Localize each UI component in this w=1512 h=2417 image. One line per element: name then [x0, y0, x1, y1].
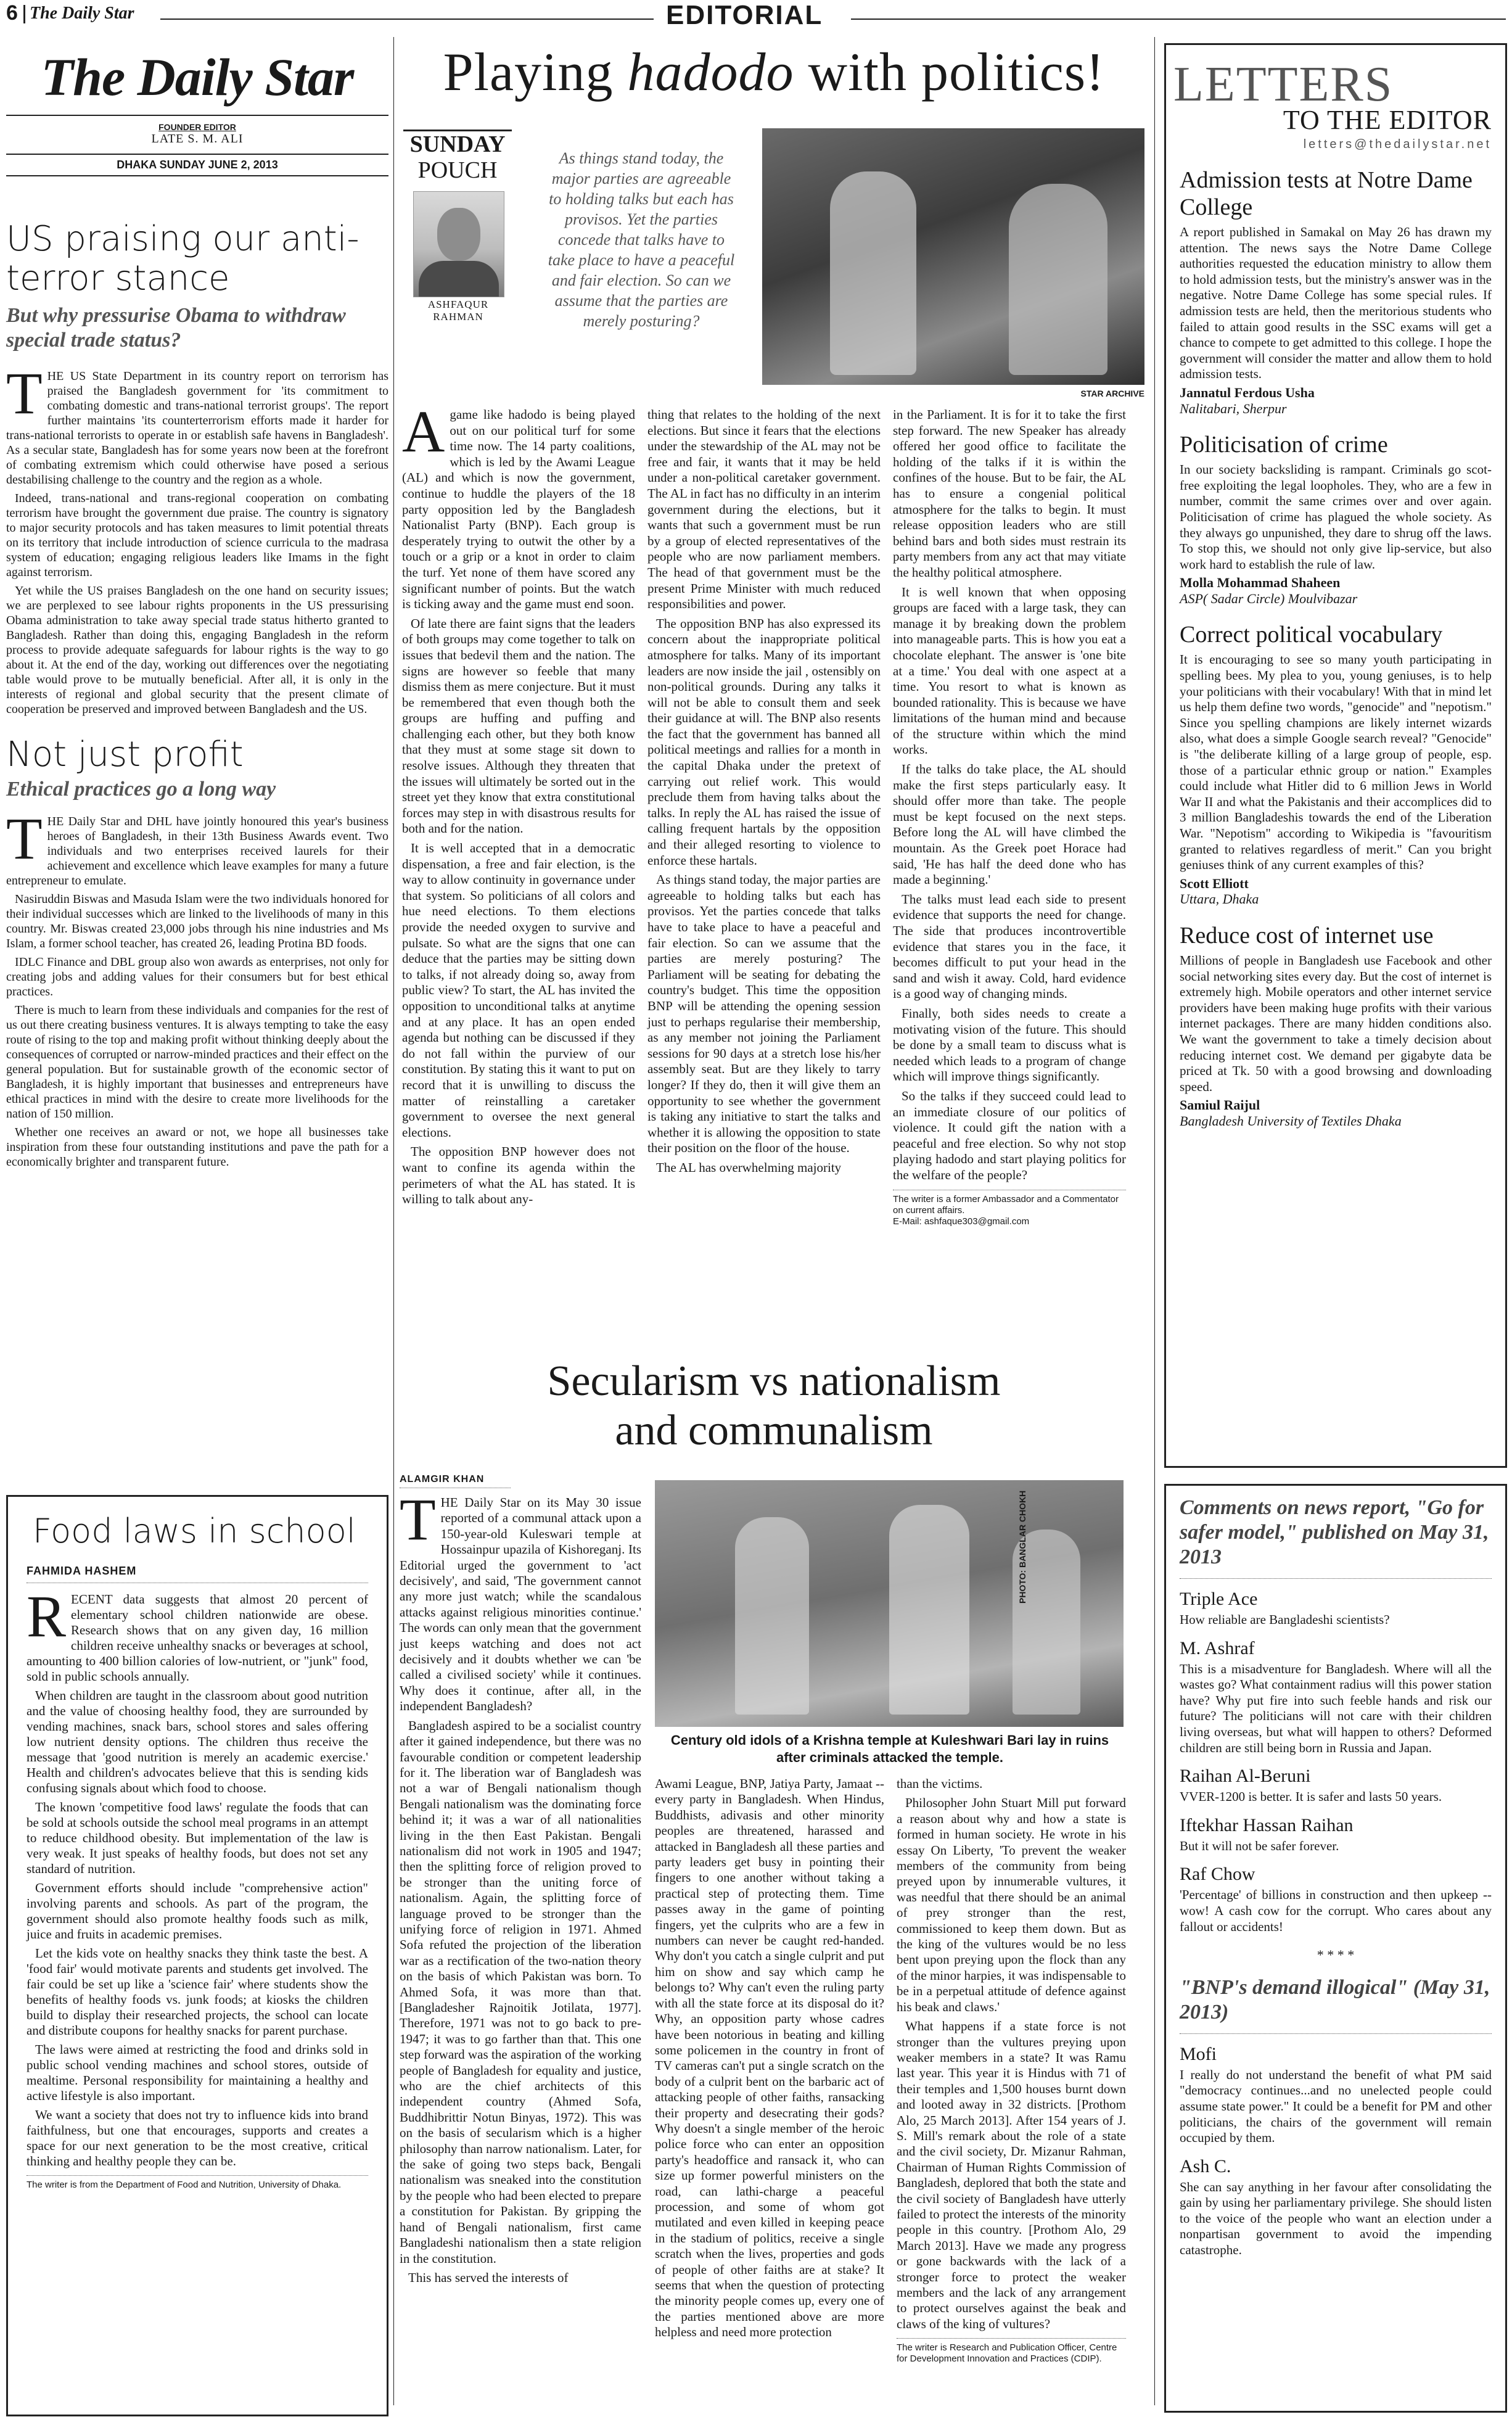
header-rule-right: [851, 19, 1506, 20]
hadodo-col-2: [647, 407, 881, 1180]
letter-author: Jannatul Ferdous Usha: [1180, 384, 1315, 400]
secularism-footnote: The writer is Research and Publication Officer, Centre for Development Innovation and Practices (CDIP).: [897, 2338, 1126, 2365]
paragraph: IDLC Finance and DBL group also won awards as enterprises, not only for creating jobs and adding values for their consumers but for best ethical practices.: [6, 955, 388, 999]
paragraph: Yet while the US praises Bangladesh on the one hand on security issues; we are perplexed to see labour rights proponents in the US pressurising Obama administration to take away special trade status hitherto granted to Bangladesh. Rather than doing this, engaging Bangladesh in the reform process to provide adequate safeguards for labour rights is the way to go about it. At the end of the day, working out differences over the negotiating table would prove to be mutually beneficial. After all, it is only in the interests of regional and global security that the present climate of cooperation be preserved and improved between Bangladesh and the US.: [6, 584, 388, 716]
column-label-line-2: POUCH: [417, 157, 498, 183]
editorial-not-just-profit-subtitle: Ethical practices go a long way: [6, 778, 276, 801]
letter-item: [1180, 167, 1492, 416]
secularism-byline: ALAMGIR KHAN: [400, 1474, 511, 1488]
founder-name: LATE S. M. ALI: [151, 132, 244, 146]
paragraph: It is well accepted that in a democratic dispensation, a free and fair election, is the way to allow continuity in governance under that system. So politicians of all colors and hue need elections. To them elections provide the needed oxygen to survive and pulsate. So what are the signs that one can deduce that the parties may be sitting down to talks, if not already doing so, away from public view? To start, the AL has invited the opposition to unconditional talks at anytime and at any place. It has an open ended agenda but nothing can be discussed if they do not fall within the purview of our constitution. By stating this it want to put on record that it is unwilling to discuss the matter of reinstalling a caretaker government to oversee the next general elections.: [402, 841, 635, 1140]
paragraph: The talks must lead each side to present evidence that supports the need for change. The side that produces incontrovertible evidence that stares you in the face, it becomes difficult to put your head in the sand and wish it away. Cold, hard evidence is a good way of changing minds.: [893, 891, 1126, 1002]
hadodo-headline-part: Playing: [443, 43, 628, 102]
paragraph: The opposition BNP has also expressed its concern about the inappropriate political atmosphere for talks. Many of its important leaders are now inside the jail , ostensibly on non-political grounds. During any talks it will not be able to consult them and seek their guidance at will. The BNP also resents the fact that the government has banned all political meetings and rallies for a month in the capital Dhaka under the pretext of carrying out relief work. This would preclude them from having talks about the talks. In reply the AL has raised the issue of calling frequent hartals by the opposition and their alleged resorting to violence to enforce these hartals.: [647, 616, 881, 868]
food-laws-title: Food laws in school: [33, 1512, 356, 1550]
comment-author: Mofi: [1180, 2043, 1217, 2064]
dateline: DHAKA SUNDAY JUNE 2, 2013: [6, 154, 388, 176]
letters-list: [1180, 167, 1492, 1129]
page-number: 6: [6, 1, 18, 25]
column-rule: [1154, 37, 1155, 2405]
editorial-not-just-profit-title: Not just profit: [6, 735, 244, 775]
paragraph: There is much to learn from these individuals and companies for the rest of us out there creating business ventures. It is always tempting to take the easy route of rising to the top and making profit without thinking deeply about the consequences of corrupted or narrow-minded practices and their effect on the general population. But for sustainable growth of the economic sector of Bangladesh, it is highly important that businesses and entrepreneurs have ethical practices in mind with the desire to create more livelihoods for the nation of 150 million.: [6, 1003, 388, 1121]
letters-subtitle: TO THE EDITOR: [1283, 105, 1492, 135]
author-photo-face: [437, 208, 480, 261]
comments-separator: * * * *: [1317, 1947, 1355, 1963]
header-rule-left: [160, 19, 654, 20]
paragraph: Finally, both sides needs to create a motivating vision of the future. This should be done by a small team to discuss what is needed which leads to a program of change which will improve things significantly.: [893, 1005, 1126, 1084]
letter-author: Molla Mohammad Shaheen: [1180, 575, 1341, 591]
paragraph: THE US State Department in its country report on terrorism has praised the Bangladesh government for 'its commitment to combating domestic and trans-national terrorist groups'. The report further maintains 'its counterterrorism efforts made it harder for trans-national terrorists to operate in or establish safe havens in Bangladesh'. As a secular state, Bangladesh has for some years now been at the forefront of combating extremism which could otherwise have posed a serious destabilising challenge to the country and the region as a whole.: [6, 360, 388, 487]
paragraph: It is well known that when opposing groups are faced with a large task, they can manage it by breaking down the problem into manageable parts. This is how you eat a chocolate elephant. The answer is 'one bite at a time.' You deal with one aspect at a time. You resort to what is known as bounded rationality. This is because we have limitations of the human mind and because of the structure within which the mind works.: [893, 584, 1126, 757]
paragraph: THE Daily Star and DHL have jointly honoured this year's business heroes of Bangladesh, in their 13th Business Awards event. Two individuals and two enterprises received laurels for their achievement and excellence which leave examples for many a future entrepreneur to emulate.: [6, 805, 388, 887]
letter-heading: Reduce cost of internet use: [1180, 922, 1434, 949]
hadodo-footnote: [893, 1190, 1126, 1227]
letter-heading: Correct political vocabulary: [1180, 622, 1443, 648]
letter-item: [1180, 431, 1492, 606]
letter-heading: Admission tests at Notre Dame College: [1180, 167, 1473, 220]
hadodo-headline-italic: hadodo: [627, 43, 794, 102]
pull-quote: As things stand today, the major parties are agreeable to holding talks but each has provisos. Yet the parties concede that talks have to take place to have a peaceful and fair election. So can we assume that the parties are merely posturing?: [548, 149, 735, 330]
column-label-line-1: SUNDAY: [409, 131, 506, 157]
letter-location: Nalitabari, Sherpur: [1180, 400, 1287, 416]
hadodo-col-3: [893, 407, 1126, 1227]
photo-credit: STAR ARCHIVE: [1080, 389, 1144, 398]
author-photo-shoulders: [419, 261, 499, 297]
paragraph: Government efforts should include "comprehensive action" involving parents and schools. As part of the program, the government should also promote healthy foods such as milk, juice and fruits in academic premises.: [27, 1880, 368, 1941]
masthead-logo: The Daily Star: [6, 43, 388, 116]
paragraph: Awami League, BNP, Jatiya Party, Jamaat -- every party in Bangladesh. When Hindus, Buddhists, adivasis and other minority peoples are threatened, harassed and attacked in Bangladesh all these parties and party leaders get busy in pointing their fingers to one another without taking a practical step of protecting them. Time passes away in the game of pointing fingers, yet the culprits who are a few in numbers can never be caught red-handed. Why don't you catch a single culprit and put him on show and say which camp he belongs to? Why can't even the ruling party with all the state force at its disposal do it? Why, an opposition party whose cadres have been notorious in beating and killing some policemen in the country in front of TV cameras can't put a single scratch on the body of a culprit bent on the barbaric act of attacking people of other faiths, ransacking their property and desecrating their gods? Why doesn't a single member of the heroic police force who can enter an opposition party's headoffice and ransack it, who can size up former powerful ministers on the road, can lathi-charge a peaceful procession, and some of whom got mutilated and even killed in keeping peace in the stadium of politics, receive a single scratch when the lives, properties and gods of people of other faiths are at stake? It seems that when the question of protecting the minority people comes up, every one of the parties mentioned above are more helpless and need more protection: [655, 1776, 884, 2340]
comment-text: VVER-1200 is better. It is safer and lasts 50 years.: [1180, 1789, 1442, 1805]
secularism-col-3: [897, 1776, 1126, 2365]
paragraph: If the talks do take place, the AL should make the first steps particularly easy. It should offer more than take. The people must be kept focused on the next steps. Before long the AL will have climbed the mountain. As the Greek poet Horace had said, 'He has half the deed done who has made a beginning.': [893, 762, 1126, 887]
comments-rule: [1180, 2033, 1492, 2034]
photo-figure: [1009, 184, 1107, 375]
comment-item: [1180, 1589, 1492, 1628]
editorial-anti-terror: [6, 220, 388, 717]
comment-author: M. Ashraf: [1180, 1637, 1255, 1658]
hadodo-headline-part: with politics!: [794, 43, 1105, 102]
comment-item: [1180, 1864, 1492, 1935]
secularism-photo-credit: PHOTO: BANGLAR CHOKH: [1017, 1490, 1027, 1604]
paragraph: Indeed, trans-national and trans-regional cooperation on combating terrorism have brought the government due praise. The country is signatory to major security protocols and has taken measures to limit potential threats on its territory that include introduction of science curricula to the madrasa system of education; engaging religious leaders like Imams in the fight against terrorism.: [6, 492, 388, 579]
header-divider: [23, 5, 25, 23]
paragraph: We want a society that does not try to influence kids into brand faithfulness, but one that encourages, supports and creates a space for our next generation to be the most creative, critical thinking and healthy people they can be.: [27, 2107, 368, 2168]
paragraph: This has served the interests of: [408, 2270, 569, 2285]
comment-author: Iftekhar Hassan Raihan: [1180, 1814, 1354, 1835]
paragraph: Let the kids vote on healthy snacks they think taste the best. A 'food fair' would motivate parents and students get involved. The fair could be set up like a 'science fair' where students show the benefits of healthy foods vs. junk foods; at kiosks the children build to display their researched projects, the school can locate and distribute coupons for healthy snacks for parent purchase.: [27, 1946, 368, 2038]
letter-heading: Politicisation of crime: [1180, 432, 1388, 458]
comment-text: This is a misadventure for Bangladesh. Where will all the wastes go? What containment radius will this power station have? Why put fire into such feeble hands and risk our future? The politicians will not care with their children living overseas, but what will happen to others? Deformed children are still being born in Russia and Japan.: [1180, 1661, 1492, 1755]
comments-intro: Comments on news report, "Go for safer model," published on May 31, 2013: [1180, 1496, 1489, 1568]
comment-text: But it will not be safer forever.: [1180, 1838, 1339, 1853]
food-laws-byline: FAHMIDA HASHEM: [27, 1565, 368, 1583]
secularism-col-2: [655, 1776, 884, 2344]
hadodo-footnote-text: The writer is a former Ambassador and a Commentator on current affairs.: [893, 1193, 1119, 1216]
comment-text: 'Percentage' of billions in construction and then upkeep -- wow! A cash cow for the corrupt. Who cares about any fallout or accidents!: [1180, 1887, 1492, 1934]
letter-location: Bangladesh University of Textiles Dhaka: [1180, 1113, 1402, 1129]
editorial-anti-terror-title: US praising our anti-terror stance: [6, 219, 360, 299]
author-photo: [413, 191, 504, 297]
paragraph: in the Parliament. It is for it to take the first step forward. The new Speaker has already offered her good office to facilitate the holding of the talks if it is within the confines of the house. But to be fair, the AL has to ensure a congenial political atmosphere for the talks to begin. It must release opposition leaders who are still behind bars and both sides must restrain its party members from any act that may vitiate the healthy political atmosphere.: [893, 407, 1126, 580]
letter-author: Samiul Raijul: [1180, 1097, 1260, 1113]
author-name: ASHFAQUR RAHMAN: [427, 299, 489, 323]
comment-author: Raf Chow: [1180, 1864, 1255, 1885]
hadodo-col-1: [402, 398, 635, 1211]
secularism-headline-line-1: Secularism vs nationalism: [547, 1357, 1001, 1405]
hadodo-article: [400, 37, 1148, 1354]
paragraph: What happens if a state force is not stronger than the vultures preying upon weaker members in a state? It was Ramu last year. This year it is Hindus with 71 of their temples and 1,500 houses burnt down and looted away in 32 districts. [Prothom Alo, 25 March 2013]. After 154 years of J. S. Mill's remark about the role of a state and the civil society, Dr. Mizanur Rahman, Chairman of Human Rights Commission of Bangladesh, deplored that both the state and the civil society of Bangladesh have utterly failed to protect the interests of the minority people in this country. [Prothom Alo, 29 March 2013]. Have we made any progress or gone backwards with the lack of a stronger force to protect the weaker members and the lack of any arrangement to protect ourselves against the beak and claws of the king of vultures?: [897, 2019, 1126, 2331]
comment-item: [1180, 2044, 1492, 2146]
page-header: [0, 0, 1512, 30]
letter-location: ASP( Sadar Circle) Moulvibazar: [1180, 590, 1358, 606]
letters-email: letters@thedailystar.net: [1303, 138, 1492, 151]
paragraph: Nasiruddin Biswas and Masuda Islam were the two individuals honored for their individual successes which are linked to the livelihoods of many in this country. Mr. Biswas created 23,000 jobs through his nine industries and Ms Islam, a former school teacher, has created 26, leading Protina BD foods.: [6, 892, 388, 950]
comments-box: [1164, 1484, 1507, 2413]
paragraph: RECENT data suggests that almost 20 percent of elementary school children nationwide are obese. Research shows that on any given day, 16 million children receive unhealthy snacks or beverages at school, amounting to 400 billion calories of low-nutrient, or "junk" food, sold in public schools annually.: [27, 1583, 368, 1684]
secularism-headline-line-2: and communalism: [615, 1407, 933, 1454]
letter-body: A report published in Samakal on May 26 has drawn my attention. The news says the Notre Dame College authorities requested the education ministry to allow them to hold admission tests, but the ministry's answer was in the negative. Notre Dame College has some special rules. If admission tests are held, then the meritorious students who failed to attain good results in the SSC exams will get a chance to compete to get admitted to this college. I hope the government will consider the matter and allow them to hold admission tests.: [1180, 224, 1492, 382]
comment-author: Raihan Al-Beruni: [1180, 1766, 1311, 1787]
photo-idol: [889, 1505, 969, 1715]
comment-author: Triple Ace: [1180, 1589, 1258, 1609]
column-label: [403, 130, 512, 183]
founder-label: FOUNDER EDITOR: [158, 122, 236, 132]
hadodo-email: E-Mail: ashfaque303@gmail.com: [893, 1216, 1030, 1227]
paragraph: The opposition BNP however does not want to confine its agenda within the perimeters of what the AL has stated. It is willing to talk about any-: [402, 1144, 635, 1207]
comment-item: [1180, 2156, 1492, 2258]
section-title: EDITORIAL: [666, 0, 823, 30]
letter-location: Uttara, Dhaka: [1180, 891, 1259, 907]
food-laws-article: [6, 1495, 388, 2416]
paragraph: Whether one receives an award or not, we hope all businesses take inspiration from these four outstanding institutions and pave the path for a economically brighter and transparent future.: [6, 1126, 388, 1169]
secularism-col-1: [400, 1486, 641, 2289]
secularism-headline: [400, 1357, 1148, 1456]
comments-list: [1180, 1496, 1492, 2258]
paragraph: THE Daily Star on its May 30 issue reported of a communal attack upon a 150-year-old Kuleswari temple at Hossainpur upazila of Kishoreganj. Its Editorial urged the government to 'act decisively', and said, 'The government cannot any more just watch; while the scandalous attacks against religious minorities continue.' The words can only mean that the government just keeps watching and does not act decisively and it doubts whether we can 'be called a civilised society' while it continues. Why does it continue, after all, in the independent Bangladesh?: [400, 1486, 641, 1714]
paragraph: The AL has overwhelming majority: [656, 1159, 842, 1175]
column-rule: [393, 37, 394, 2405]
paragraph: Of late there are faint signs that the leaders of both groups may come together to talk on issues that bedevil them and the nation. The signs are however so feeble that many dismiss them as mere conjecture. But it must be remembered that even though both the groups are huffing and puffing and challenging each other, but they both know that they must at some stage sit down to resolve issues. Although they threaten that the issues will ultimately be sorted out in the street yet they know that extra constitutional forces may step in with disastrous results for both and for the nation.: [402, 616, 635, 836]
comment-item: [1180, 1766, 1492, 1805]
comment-item: [1180, 1815, 1492, 1855]
editorial-anti-terror-subtitle: But why pressurise Obama to withdraw special trade status?: [6, 304, 346, 352]
paragraph: The laws were aimed at restricting the food and drinks sold in public school vending machines and school stores, outside of mealtime. Personal responsibility for maintaining a healthy and active lifestyle is also important.: [27, 2042, 368, 2103]
comment-author: Ash C.: [1180, 2156, 1231, 2176]
paragraph: Bangladesh aspired to be a socialist country after it gained independence, but there was no favourable condition or competent leadership for it. The liberation war of Bangladesh was not a war of Bengali nationalism though Bengali nationalism was the dominating force behind it; it was a war of all nationalities living in the then East Pakistan. Bengali nationalism did not work in 1905 and 1947; then the splitting force of religion proved to be stronger than the uniting force of nationalism. Again, the splitting force of language proved to be stronger than the unifying force of religion in 1971. Ahmed Sofa refuted the projection of the liberation war as a rectification of the two-nation theory on the basis of which Pakistan was born. To Ahmed Sofa, it was more than that. [Bangladesher Rajnoitik Jotilata, 1977]. Therefore, 1971 was not to go back to pre-1947; it was to go farther than that. This one step forward was the aspiration of the working people of Bangladesh for equality and justice, who are the chief architects of this independent country (Ahmed Sofa, Buddhibrittir Notun Binyas, 1972). This was on the basis of secularism which is a higher philosophy than narrow nationalism. Later, for the sake of going two steps back, Bengali nationalism was sneaked into the constitution by the people who had been elected to prepare a constitution for Pakistan. By gripping the hand of Bengali nationalism, first came Bangladeshi nationalism then a state religion in the constitution.: [400, 1718, 641, 2266]
letters-title: LETTERS: [1173, 57, 1394, 112]
paragraph: So the talks if they succeed could lead to an immediate closure of our politics of violence. It could gift the nation with a peaceful and free election. So why not stop playing hadodo and start playing politics for the welfare of the people?: [893, 1088, 1126, 1182]
letter-body: In our society backsliding is rampant. Criminals go scot-free exploiting the legal loopholes. They, who are a few in number, commit the same crimes over and over again. Politicisation of crime has plagued the whole society. As they always go unpunished, they dare to shrug off the laws. To stop this, we should not only give lip-service, but also work hard to establish the rule of law.: [1180, 462, 1492, 572]
header-paper-name: The Daily Star: [30, 4, 134, 23]
paragraph: Philosopher John Stuart Mill put forward a reason about why and how a state is formed in human society. He wrote in his essay On Liberty, 'To prevent the weaker members of the community from being preyed upon by innumerable vultures, it was needful that there should be an animal of prey stronger than the rest, commissioned to keep them down. But as the king of the vultures would be no less bent upon preying upon the flock than any of the minor harpies, it was indispensable to be in a perpetual attitude of defence against his beak and claws.': [897, 1795, 1126, 2014]
comment-item: [1180, 1638, 1492, 1756]
food-laws-footnote: The writer is from the Department of Food and Nutrition, University of Dhaka.: [27, 2175, 368, 2190]
letter-item: [1180, 922, 1492, 1129]
hadodo-photo: [762, 128, 1144, 385]
editorial-anti-terror-body: [6, 360, 388, 717]
editorial-not-just-profit-body: [6, 805, 388, 1169]
photo-idol: [735, 1517, 809, 1715]
paragraph: The known 'competitive food laws' regulate the foods that can be sold at schools outside the school meal programs in an attempt to reduce childhood obesity. But implementation of the law is very weak. It just speaks of healthy foods, but does not set any standard of nutrition.: [27, 1800, 368, 1876]
letter-item: [1180, 621, 1492, 907]
comments-intro-2: "BNP's demand illogical" (May 31, 2013): [1180, 1975, 1490, 2024]
secularism-photo: [655, 1480, 1124, 1727]
food-laws-body: [27, 1583, 368, 2169]
hadodo-headline: [400, 42, 1148, 104]
paragraph: When children are taught in the classroom about good nutrition and the value of choosing healthy food, they are surrounded by vending machines, snack bars, school stores and sales offering low nutrient density options. The children thus receive the message that 'good nutrition is merely an academic exercise.' Health and children's advocates believe that this is sending kids confusing signals about which food to choose.: [27, 1688, 368, 1795]
letter-body: Millions of people in Bangladesh use Facebook and other social networking sites every day. But the cost of internet is extremely high. Mobile operators and other internet service providers have been making huge profits with their various internet packages. There are many hidden conditions also. We want the government to take a timely decision about reducing internet cost. We demand per gigabyte data be priced at Tk. 50 with a good browsing and downloading speed.: [1180, 952, 1492, 1094]
secularism-article: [400, 1357, 1148, 2409]
paragraph: than the victims.: [897, 1776, 983, 1791]
paragraph: thing that relates to the holding of the next elections. But since it fears that the elections under the stewardship of the AL may not be free and fair, it wants that it may be held under a non-political caretaker government. The AL in fact has no difficulty in an interim government during the elections, but it wants that such a government must be run by a group of elected representatives of the people who are now parliament members. The head of that government must be the present Prime Minister with much reduced responsibilities and power.: [647, 407, 881, 612]
comment-text: How reliable are Bangladeshi scientists?: [1180, 1612, 1390, 1627]
paragraph: As things stand today, the major parties are agreeable to holding talks but each has provisos. Yet the parties concede that talks have to take place to have a peaceful and fair election. So can we assume that the parties are merely posturing? The Parliament will be seating for debating the country's budget. This time the opposition BNP will be attending the opening session just to perhaps regularise their membership, as any member not joining the Parliament sessions for 90 days at a stretch lose his/her assembly seat. But are they likely to tarry longer? If they do, then it will give them an opportunity to see whether the government is taking any initiative to start the talks and whether it is allowing the opposition to state their position on the floor of the house.: [647, 872, 881, 1156]
left-column: [6, 43, 388, 1173]
paragraph: Agame like hadodo is being played out on our political turf for some time now. The 14 party coalitions, which is led by the Awami League (AL) and which is now the government, continue to huddle the players of the 18 party opposition led by the Bangladesh Nationalist Party (BNP). Each group is desperately trying to outwit the other by a touch or a grip or a knot in order to claim the turf. Yet none of them have scored any significant number of points. But the watch is ticking away and the game must end soon.: [402, 398, 635, 612]
editorial-not-just-profit: [6, 735, 388, 1169]
comment-text: I really do not understand the benefit of what PM said "democracy continues...and no unelected people could assume state power." It could be a benefit for PM and other politicians, the chairs of the government will remain occupied by them.: [1180, 2067, 1492, 2146]
comment-text: She can say anything in her favour after consolidating the gain by using her parliamentary privilege. She should listen to the voice of the people who want an election under a nonpartisan government to avoid the impending catastrophe.: [1180, 2179, 1492, 2258]
photo-figure: [830, 171, 916, 375]
letter-author: Scott Elliott: [1180, 875, 1249, 891]
secularism-photo-caption: Century old idols of a Krishna temple at Kuleshwari Bari lay in ruins after criminals attacked the temple.: [670, 1732, 1109, 1765]
letters-box: [1164, 43, 1507, 1468]
comments-rule: [1180, 1578, 1492, 1579]
letter-body: It is encouraging to see so many youth participating in spelling bees. My plea to you, young geniuses, is to help your politicians with their vocabulary! With that in mind let us help them define two words, "genocide" and "nepotism." Since you spelling champions are likely internet wizards also, what does a simple Google search reveal? "Genocide" is "the deliberate killing of a large group of people, esp. those of a particular ethnic group or nation." Examples could include what Hitler did to 6 million Jews in World War II and what the Pakistanis and their accomplices did to 3 million Bangladeshis towards the end of the Liberation War. "Nepotism" according to Wikipedia is "favouritism granted to relatives regardless of merit." Can you bright geniuses think of any current examples of this?: [1180, 652, 1492, 873]
